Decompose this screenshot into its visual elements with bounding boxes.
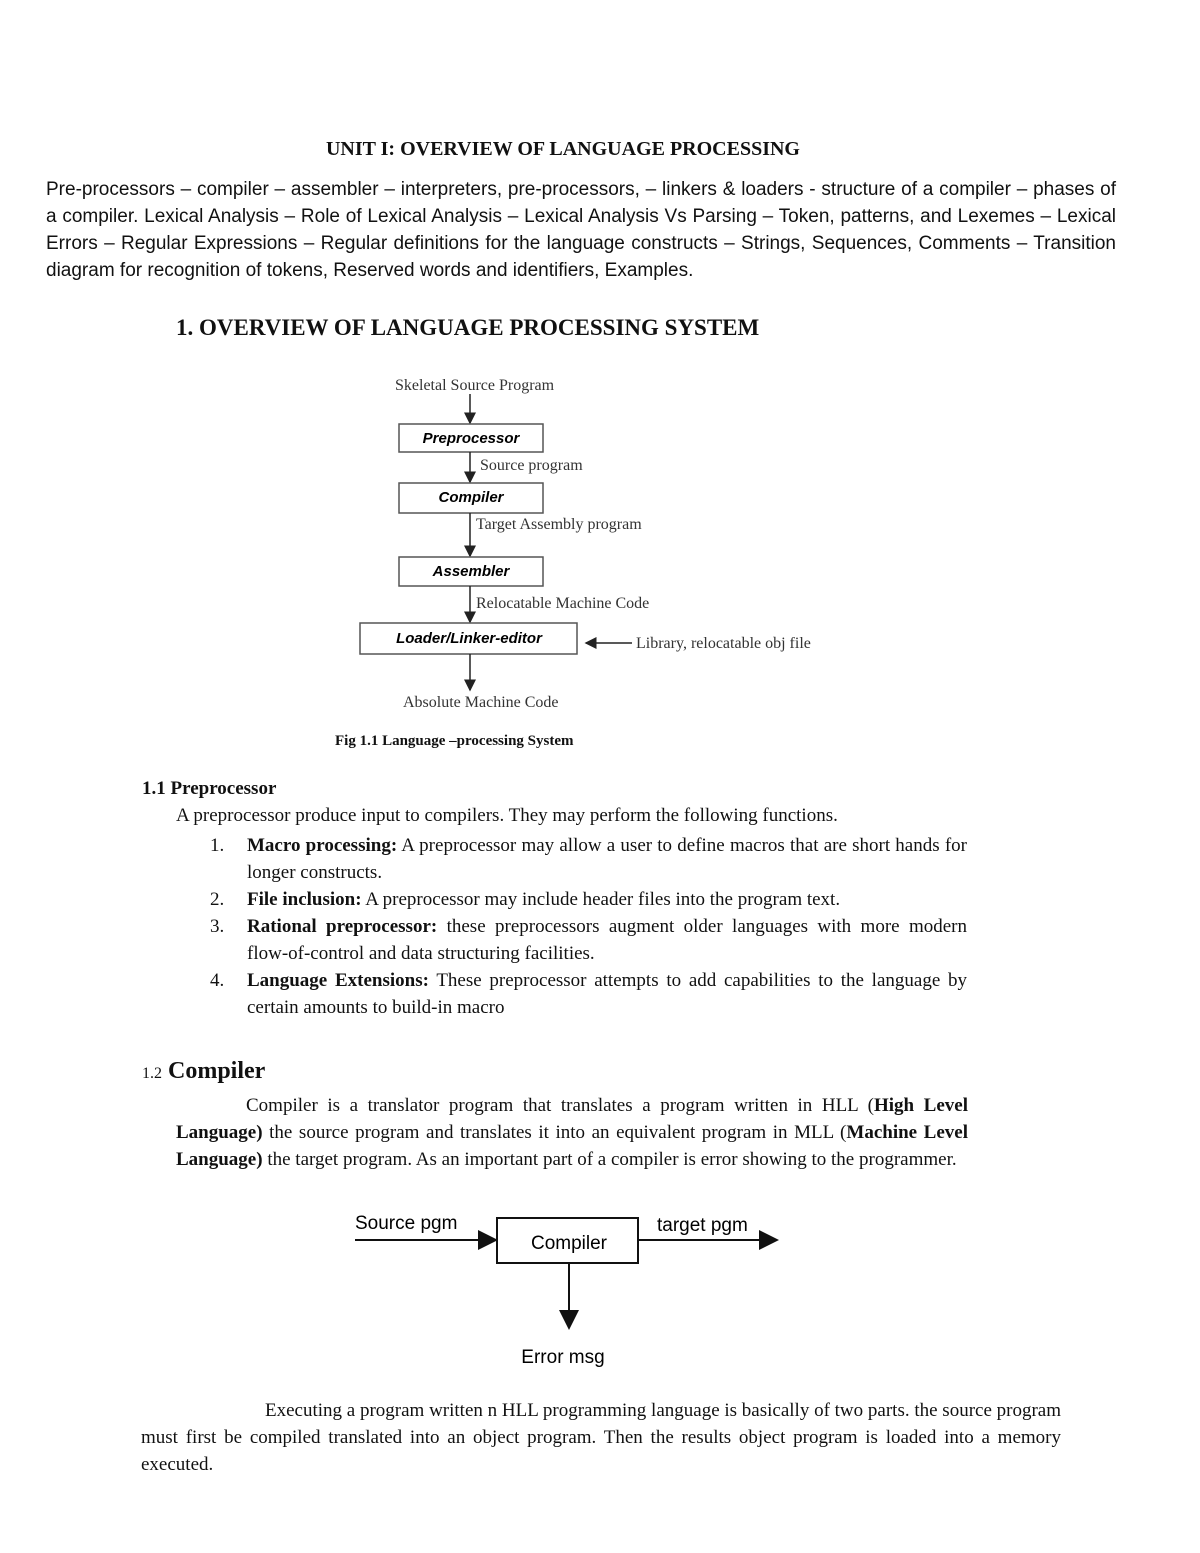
compiler-diagram xyxy=(0,1195,1200,1375)
item-text xyxy=(247,886,967,913)
syllabus-paragraph: Pre-processors – compiler – assembler – interpreters, pre-processors, – linkers & loaders - structure of a compiler – phases of a compiler. Lexical Analysis – Role of Lexical Analysis – Lexical Analysis Vs Parsing – Token, patterns, and Lexemes – Lexical Errors – Regular Expressions – Regular definitions for the language constructs – Strings, Sequences, Comments – Transition diagram for recognition of tokens, Reserved words and identifiers, Examples. xyxy=(46,179,1116,281)
loader-linker-box-label: Loader/Linker-editor xyxy=(396,630,542,647)
side-input-label: Library, relocatable obj file xyxy=(636,635,811,652)
unit-title: UNIT I: OVERVIEW OF LANGUAGE PROCESSING xyxy=(325,138,800,160)
edge-label-target-assembly: Target Assembly program xyxy=(476,516,642,533)
compiler-box-label: Compiler xyxy=(438,489,504,506)
assembler-box-label: Assembler xyxy=(432,563,510,580)
section-1-title: 1. OVERVIEW OF LANGUAGE PROCESSING SYSTEM xyxy=(176,315,760,340)
compiler-heading xyxy=(142,1058,265,1085)
item-term: Macro processing: xyxy=(247,835,398,856)
item-term: Language Extensions: xyxy=(247,970,429,991)
error-msg-label: Error msg xyxy=(521,1347,605,1368)
item-number: 2. xyxy=(210,889,225,910)
edge-label-relocatable: Relocatable Machine Code xyxy=(476,595,650,612)
output-label: Absolute Machine Code xyxy=(403,694,559,711)
item-description: A preprocessor may allow a user to define macros that are short hands for longer constructs. xyxy=(247,835,967,883)
language-processing-diagram xyxy=(0,0,1200,760)
preprocessor-box-label: Preprocessor xyxy=(422,430,520,447)
item-term: File inclusion: xyxy=(247,889,362,910)
compiler-heading-text: Compiler xyxy=(168,1058,266,1084)
item-number: 4. xyxy=(210,970,225,991)
item-description: A preprocessor may include header files into the program text. xyxy=(361,889,841,910)
item-number: 1. xyxy=(210,835,225,856)
item-text xyxy=(247,913,967,967)
item-description: these preprocessors augment older languages with more modern flow-of-control and data structuring facilities. xyxy=(247,916,967,964)
figure-caption: Fig 1.1 Language –processing System xyxy=(335,733,574,749)
compiler-paragraph: Compiler is a translator program that translates a program written in HLL (High Level Language) the source program and translates it into an equivalent program in MLL (Machine Level Language) the target program. As an important part of a compiler is error showing to the programmer. xyxy=(176,1095,968,1170)
preprocessor-intro: A preprocessor produce input to compilers. They may perform the following functions. xyxy=(176,805,838,826)
item-text xyxy=(247,967,967,1021)
input-label: Skeletal Source Program xyxy=(395,377,555,394)
item-description: These preprocessor attempts to add capabilities to the language by certain amounts to build-in macro xyxy=(247,970,967,1018)
execution-paragraph: Executing a program written n HLL programming language is basically of two parts. the source program must first be compiled translated into an object program. Then the results object program is loaded into a memory executed. xyxy=(141,1400,1062,1475)
compiler-heading-number: 1.2 xyxy=(142,1065,162,1082)
item-text xyxy=(247,832,967,886)
input-source-pgm-label: Source pgm xyxy=(355,1213,458,1234)
compiler-box-label: Compiler xyxy=(530,1233,608,1254)
edge-label-source-program: Source program xyxy=(480,457,583,474)
output-target-pgm-label: target pgm xyxy=(657,1215,748,1236)
preprocessor-heading: 1.1 Preprocessor xyxy=(142,778,277,799)
item-number: 3. xyxy=(210,916,225,937)
item-term: Rational preprocessor: xyxy=(247,916,438,937)
